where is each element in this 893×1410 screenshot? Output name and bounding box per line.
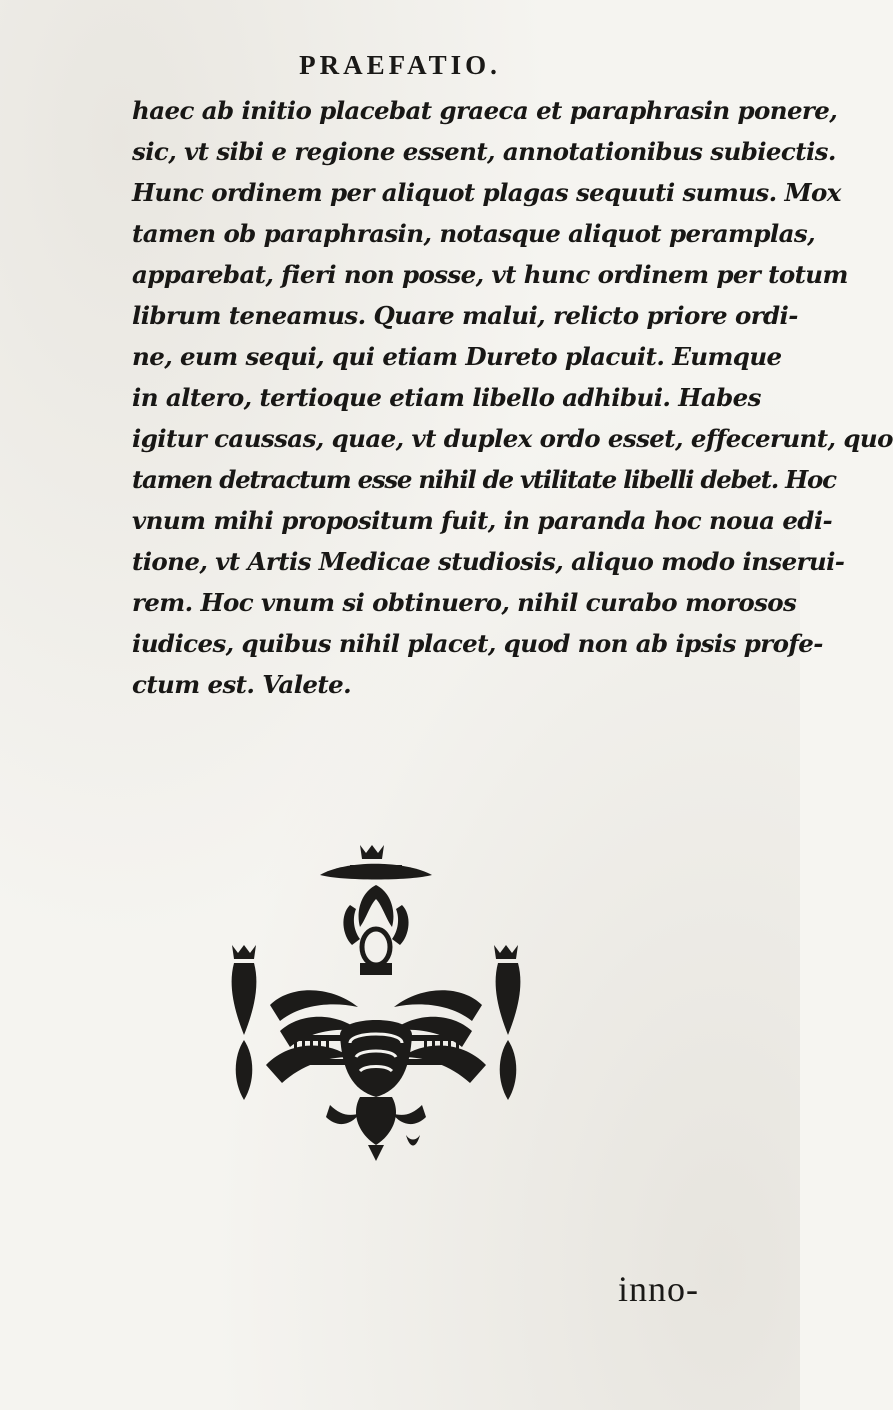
text-line: tione, vt Artis Medicae studiosis, aliquo modo inserui- [132,547,845,576]
floral-tailpiece-ornament-icon [210,835,540,1170]
text-line: apparebat, fieri non posse, vt hunc ordinem per totum [132,260,848,289]
text-line: rem. Hoc vnum si obtinuero, nihil curabo morosos [132,588,797,617]
text-line: Hunc ordinem per aliquot plagas sequuti sumus. Mox [132,178,841,207]
running-title: PRAEFATIO. [299,50,501,80]
catchword: inno- [618,1269,699,1309]
text-line: igitur caussas, quae, vt duplex ordo esset, effecerunt, quo [132,424,893,453]
text-line: librum teneamus. Quare malui, relicto priore ordi- [132,301,798,330]
preface-text [132,90,893,705]
text-line: sic, vt sibi e regione essent, annotationibus subiectis. [132,137,836,166]
text-line: in altero, tertioque etiam libello adhibui. Habes [132,383,761,412]
text-line: tamen detractum esse nihil de vtilitate libelli debet. Hoc [132,465,836,494]
text-line: tamen ob paraphrasin, notasque aliquot peramplas, [132,219,816,248]
text-line: ctum est. Valete. [132,670,352,699]
text-line: vnum mihi propositum fuit, in paranda hoc noua edi- [132,506,833,535]
text-line: iudices, quibus nihil placet, quod non ab ipsis profe- [132,629,823,658]
text-line: ne, eum sequi, qui etiam Dureto placuit. Eumque [132,342,782,371]
text-line: haec ab initio placebat graeca et paraphrasin ponere, [132,96,838,125]
